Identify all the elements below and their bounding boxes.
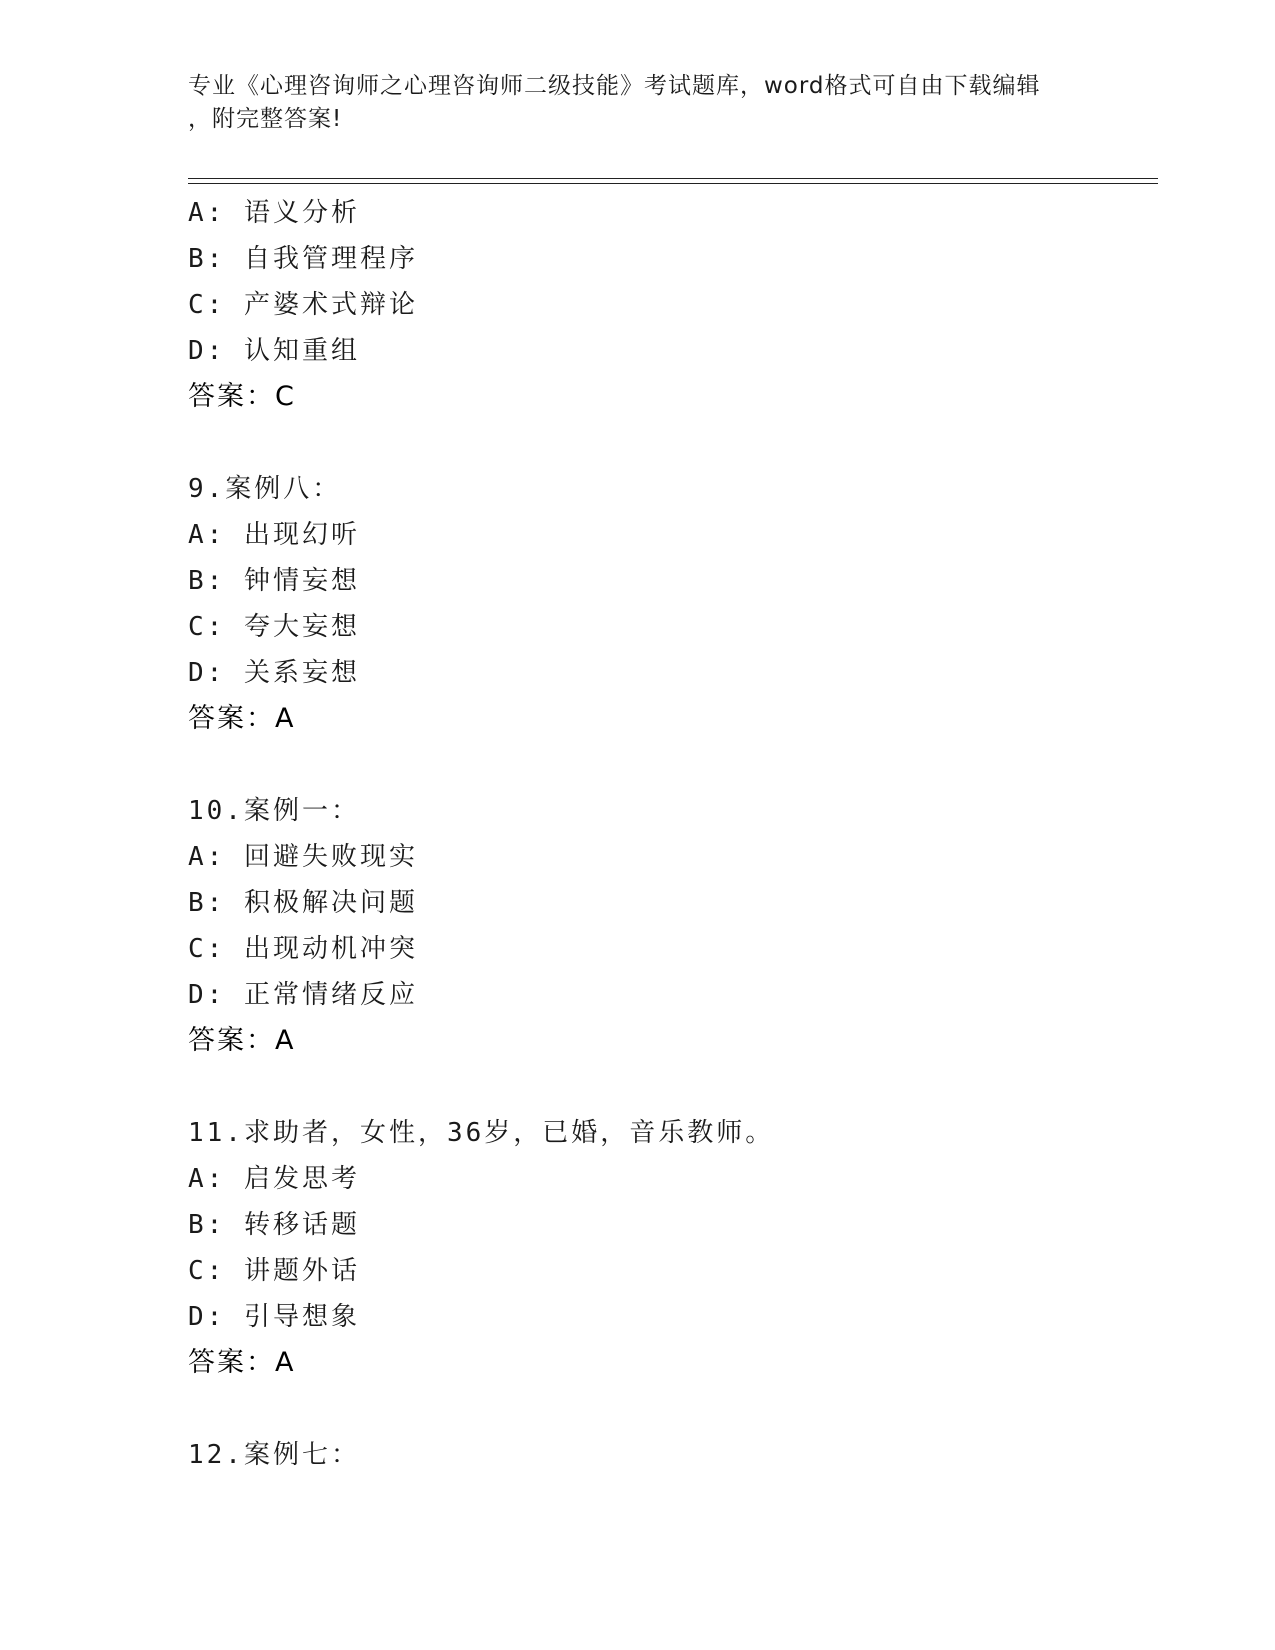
question-title: 9.案例八： [188,474,342,504]
option-a: A: 语义分析 [188,198,360,228]
option-c: C: 出现动机冲突 [188,934,418,964]
question-block-9 [188,466,1148,742]
document-header [188,70,1088,136]
answer-line: 答案：A [188,703,296,734]
question-title: 10.案例一： [188,796,360,826]
option-b: B: 自我管理程序 [188,244,418,274]
question-block-11 [188,1110,1148,1386]
header-line-1: 专业《心理咨询师之心理咨询师二级技能》考试题库，word格式可自由下载编辑 [188,73,1041,99]
header-divider-bottom [188,183,1158,184]
option-c: C: 夸大妄想 [188,612,360,642]
header-line-2: ，附完整答案! [188,106,343,132]
option-b: B: 钟情妄想 [188,566,360,596]
header-divider-top [188,178,1158,179]
option-d: D: 引导想象 [188,1302,360,1332]
option-b: B: 转移话题 [188,1210,360,1240]
option-a: A: 回避失败现实 [188,842,418,872]
question-title: 12.案例七： [188,1440,360,1470]
answer-line: 答案：C [188,381,296,412]
question-block-12 [188,1432,1148,1478]
answer-line: 答案：A [188,1025,296,1056]
question-list [188,190,1148,1478]
option-d: D: 正常情绪反应 [188,980,418,1010]
option-c: C: 产婆术式辩论 [188,290,418,320]
question-block-10 [188,788,1148,1064]
option-c: C: 讲题外话 [188,1256,360,1286]
option-d: D: 认知重组 [188,336,360,366]
answer-line: 答案：A [188,1347,296,1378]
option-b: B: 积极解决问题 [188,888,418,918]
question-title: 11.求助者，女性，36岁，已婚，音乐教师。 [188,1118,775,1148]
option-a: A: 启发思考 [188,1164,360,1194]
option-a: A: 出现幻听 [188,520,360,550]
question-block-8 [188,190,1148,420]
option-d: D: 关系妄想 [188,658,360,688]
